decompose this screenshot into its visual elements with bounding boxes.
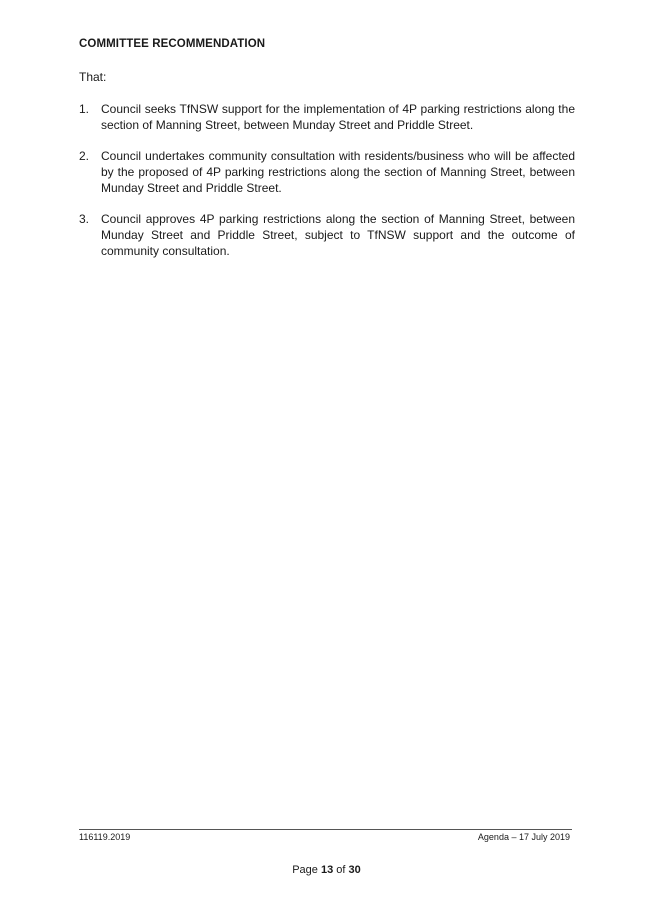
list-item-text: Council undertakes community consultation with residents/business who will be affected by the proposed of 4P parking restrictions along the section of Manning Street, between Munday Street and Priddle Street. bbox=[101, 149, 575, 195]
page-total: 30 bbox=[348, 864, 361, 876]
list-item-number: 2. bbox=[79, 149, 90, 163]
section-heading: COMMITTEE RECOMMENDATION bbox=[79, 38, 266, 50]
list-item-text: Council approves 4P parking restrictions along the section of Manning Street, between Munday Street and Priddle Street, subject to TfNSW support and the outcome of community consultation. bbox=[101, 212, 575, 258]
list-item bbox=[79, 211, 575, 259]
document-reference: 116119.2019 bbox=[79, 832, 131, 842]
intro-text: That: bbox=[79, 70, 107, 84]
page-prefix: Page bbox=[292, 864, 318, 876]
page-number bbox=[0, 864, 653, 876]
page-of: of bbox=[336, 864, 346, 876]
page-current: 13 bbox=[320, 864, 334, 876]
list-item-number: 1. bbox=[79, 102, 90, 116]
agenda-date: Agenda – 17 July 2019 bbox=[477, 832, 570, 842]
list-item bbox=[79, 101, 575, 133]
footer-divider bbox=[79, 829, 572, 830]
list-item-text: Council seeks TfNSW support for the implementation of 4P parking restrictions along the section of Manning Street, between Munday Street and Priddle Street. bbox=[101, 102, 575, 132]
list-item bbox=[79, 148, 575, 196]
list-item-number: 3. bbox=[79, 212, 90, 226]
recommendation-list bbox=[79, 101, 575, 274]
